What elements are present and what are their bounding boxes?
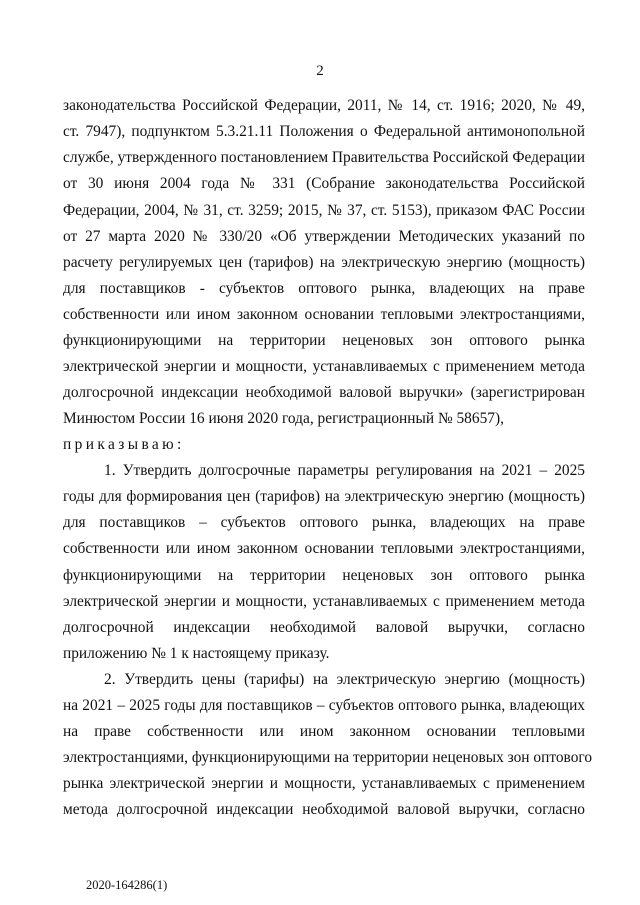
text-line: приложению № 1 к настоящему приказу. (63, 645, 330, 662)
text-line: на 2021 – 2025 годы для поставщиков – субъектов оптового рынка, владеющих (63, 697, 585, 714)
page-number: 2 (316, 63, 324, 79)
text-line: расчету регулируемых цен (тарифов) на электрическую энергию (мощность) (63, 254, 585, 271)
paragraph-1-start: 1. Утвердить долгосрочные параметры регулирования на 2021 – 2025 (104, 462, 585, 479)
text-line: для поставщиков – субъектов оптового рынка, владеющих на праве (63, 514, 585, 531)
text-line: долгосрочной индексации необходимой валовой выручки, согласно (63, 619, 585, 636)
text-line: электрической энергии и мощности, устанавливаемых с применением метода (63, 593, 585, 610)
text-line: электрической энергии и мощности, устанавливаемых с применением метода (63, 358, 585, 375)
paragraph-2-start: 2. Утвердить цены (тарифы) на электрическую энергию (мощность) (104, 671, 585, 688)
text-line: Минюстом России 16 июня 2020 года, регистрационный № 58657), (63, 410, 504, 427)
text-line: службе, утвержденного постановлением Правительства Российской Федерации (63, 149, 586, 166)
text-line: функционирующими на территории неценовых зон оптового рынка (63, 332, 585, 349)
text-line: электростанциями, функционирующими на территории неценовых зон оптового (63, 749, 593, 766)
text-line: долгосрочной индексации необходимой валовой выручки» (зарегистрирован (63, 384, 585, 401)
text-line: Федерации, 2004, № 31, ст. 3259; 2015, № 37, ст. 5153), приказом ФАС России (63, 202, 585, 219)
text-line: годы для формирования цен (тарифов) на электрическую энергию (мощность) (63, 488, 585, 505)
text-line: метода долгосрочной индексации необходимой валовой выручки, согласно (63, 801, 585, 818)
text-line: на праве собственности или ином законном основании тепловыми (63, 723, 585, 740)
text-line: от 27 марта 2020 № 330/20 «Об утверждении Методических указаний по (63, 228, 585, 245)
order-word: приказываю: (63, 436, 185, 453)
text-line: функционирующими на территории неценовых зон оптового рынка (63, 567, 585, 584)
text-line: рынка электрической энергии и мощности, устанавливаемых с применением (63, 775, 585, 792)
text-line: законодательства Российской Федерации, 2011, № 14, ст. 1916; 2020, № 49, (63, 97, 585, 114)
text-line: ст. 7947), подпунктом 5.3.21.11 Положения о Федеральной антимонопольной (63, 123, 585, 140)
document-code: 2020-164286(1) (86, 878, 168, 892)
text-line: для поставщиков - субъектов оптового рынка, владеющих на праве (63, 280, 585, 297)
text-line: собственности или ином законном основании тепловыми электростанциями, (63, 306, 585, 323)
text-line: собственности или ином законном основании тепловыми электростанциями, (63, 540, 585, 557)
text-line: от 30 июня 2004 года № 331 (Собрание законодательства Российской (63, 175, 585, 192)
